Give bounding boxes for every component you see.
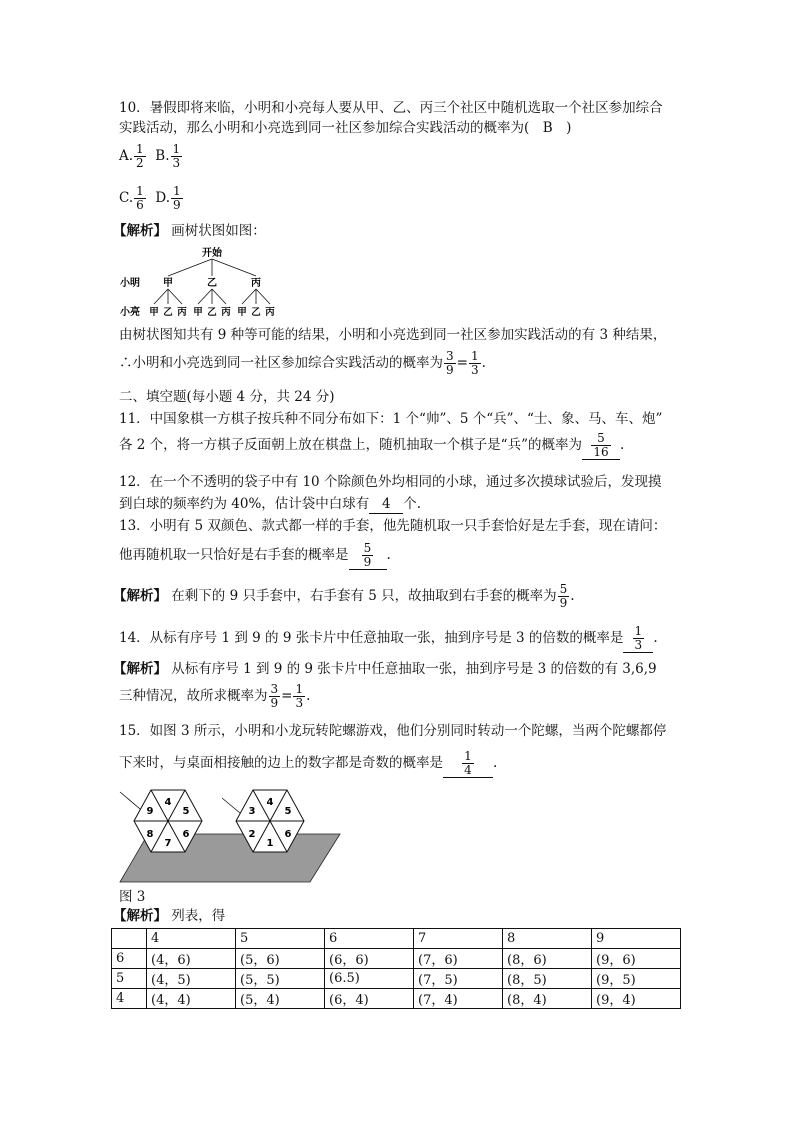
table-cell: 7 bbox=[414, 929, 503, 949]
analysis-tag: 【解析】 bbox=[113, 661, 167, 677]
tree-l1-b: 乙 bbox=[207, 278, 217, 289]
q13-analysis-text: 在剩下的 9 只手套中，右手套有 5 只，故抽取到右手套的概率为 bbox=[171, 588, 557, 604]
q14-analysis-line2 bbox=[119, 683, 310, 710]
table-cell: 5 bbox=[112, 969, 147, 989]
table-cell: (4，5) bbox=[147, 969, 236, 989]
right-num-4: 2 bbox=[248, 829, 256, 840]
left-num-4: 8 bbox=[146, 829, 154, 840]
q14-analysis-line1 bbox=[113, 660, 657, 678]
q14-fraction-2: $\frac{1}{3}$ bbox=[295, 682, 304, 710]
q10-options-row2 bbox=[119, 185, 184, 212]
q13-line1: 13．小明有 5 双颜色、款式都一样的手套，他先随机取一只手套恰好是左手套，现在请问： bbox=[119, 518, 667, 534]
left-num-6: 6 bbox=[182, 829, 190, 840]
tree-l2-7: 甲 bbox=[237, 307, 247, 318]
q14-fraction-1: $\frac{3}{9}$ bbox=[270, 682, 279, 710]
q15-text: 下来时，与桌面相接触的边上的数字都是奇数的概率是 bbox=[119, 755, 443, 771]
table-cell: (7，5) bbox=[414, 969, 503, 989]
q14-analysis-text2: 三种情况，故所求概率为 bbox=[119, 688, 268, 704]
tree-row2-label: 小亮 bbox=[120, 307, 140, 318]
tree-row1-label: 小明 bbox=[120, 278, 140, 289]
option-c-fraction: $\frac{1}{6}$ bbox=[136, 184, 144, 212]
q10-line1: 10．暑假即将来临，小明和小亮每人要从甲、乙、丙三个社区中随机选取一个社区参加综合 bbox=[119, 100, 663, 116]
right-num-6: 6 bbox=[284, 829, 292, 840]
table-cell: (8，6) bbox=[503, 949, 592, 969]
table-cell: (7，6) bbox=[414, 949, 503, 969]
period: . bbox=[653, 630, 658, 646]
q13-analysis-fraction: $\frac{5}{9}$ bbox=[559, 582, 568, 610]
q14-answer-blank: $\frac{1}{3}$ bbox=[623, 625, 653, 653]
table-cell: 6 bbox=[325, 929, 414, 949]
table-cell: (6，4) bbox=[325, 989, 414, 1009]
conclusion-text: ∴小明和小亮选到同一社区参加综合实践活动的概率为 bbox=[119, 355, 443, 371]
equals-sign: = bbox=[456, 355, 468, 371]
tree-l2-1: 甲 bbox=[149, 307, 159, 318]
table-cell: (8，5) bbox=[503, 969, 592, 989]
tree-l2-6: 丙 bbox=[221, 307, 231, 318]
period: . bbox=[306, 688, 311, 704]
q15-answer-blank: $\frac{1}{4}$ bbox=[443, 750, 493, 778]
tree-l1-c: 丙 bbox=[251, 278, 261, 289]
period: . bbox=[481, 355, 486, 371]
table-cell: (6.5) bbox=[325, 969, 414, 989]
analysis-tag: 【解析】 bbox=[113, 588, 167, 604]
period: . bbox=[570, 588, 575, 604]
q12-end: 个. bbox=[403, 496, 422, 512]
left-num-2: 4 bbox=[164, 797, 172, 808]
table-cell: (5，5) bbox=[236, 969, 325, 989]
analysis-text: 画树状图如图： bbox=[171, 223, 266, 239]
table-cell: 5 bbox=[236, 929, 325, 949]
tree-start: 开始 bbox=[202, 248, 222, 259]
figure-3-spinning-tops bbox=[118, 784, 346, 884]
tree-l2-8: 乙 bbox=[251, 307, 261, 318]
q12-answer-blank: 4 bbox=[369, 495, 403, 514]
table-cell: (5，6) bbox=[236, 949, 325, 969]
q11-line1: 11．中国象棋一方棋子按兵种不同分布如下：1 个“帅”、5 个“兵”、“士、象、马、车、炮” bbox=[119, 411, 663, 427]
right-num-2: 4 bbox=[266, 797, 274, 808]
option-b-label: B. bbox=[155, 148, 170, 164]
option-a-label: A. bbox=[119, 148, 134, 164]
tree-l2-2: 乙 bbox=[163, 307, 173, 318]
outcome-table bbox=[111, 928, 681, 1009]
table-cell: (9，5) bbox=[592, 969, 681, 989]
table-cell: (6，6) bbox=[325, 949, 414, 969]
table-cell: (8，4) bbox=[503, 989, 592, 1009]
section-2-title: 二、填空题(每小题 4 分，共 24 分) bbox=[119, 389, 335, 405]
table-header-row bbox=[112, 929, 681, 949]
q15-line2 bbox=[119, 750, 497, 778]
table-cell: 4 bbox=[112, 989, 147, 1009]
tree-l2-3: 丙 bbox=[177, 307, 187, 318]
q13-answer-blank: $\frac{5}{9}$ bbox=[349, 542, 387, 570]
option-c-label: C. bbox=[119, 190, 134, 206]
q14-line1 bbox=[119, 625, 658, 653]
left-num-3: 5 bbox=[182, 806, 190, 817]
right-num-1: 3 bbox=[248, 806, 256, 817]
conclusion-fraction-2: $\frac{1}{3}$ bbox=[470, 349, 479, 377]
equals-sign: = bbox=[281, 688, 293, 704]
tree-l1-a: 甲 bbox=[163, 278, 173, 289]
option-d-fraction: $\frac{1}{9}$ bbox=[173, 184, 181, 212]
tree-l2-9: 丙 bbox=[265, 307, 275, 318]
q12-text: 到白球的频率约为 40%，估计袋中白球有 bbox=[119, 496, 370, 512]
q15-analysis bbox=[113, 907, 225, 925]
q14-analysis-text: 从标有序号 1 到 9 的 9 张卡片中任意抽取一张，抽到序号是 3 的倍数的有 3,6,9 bbox=[171, 661, 657, 677]
q14-text: 14．从标有序号 1 到 9 的 9 张卡片中任意抽取一张，抽到序号是 3 的倍数的概率是 bbox=[119, 630, 624, 646]
table-cell: 8 bbox=[503, 929, 592, 949]
table-cell bbox=[112, 929, 147, 949]
q12-line1: 12．在一个不透明的袋子中有 10 个除颜色外均相同的小球，通过多次摸球试验后，发现摸 bbox=[119, 474, 662, 490]
q11-answer-blank: $\frac{5}{16}$ bbox=[582, 432, 620, 460]
table-cell: (4，4) bbox=[147, 989, 236, 1009]
table-cell: 6 bbox=[112, 949, 147, 969]
left-num-5: 7 bbox=[164, 838, 172, 849]
conclusion-fraction-1: $\frac{3}{9}$ bbox=[446, 349, 454, 377]
table-cell: (9，6) bbox=[592, 949, 681, 969]
period: . bbox=[386, 547, 391, 563]
period: . bbox=[493, 755, 498, 771]
table-row bbox=[112, 949, 681, 969]
table-cell: (7，4) bbox=[414, 989, 503, 1009]
analysis-tag: 【解析】 bbox=[113, 908, 167, 924]
period: . bbox=[619, 437, 625, 453]
q10-conclusion1: 由树状图知共有 9 种等可能的结果，小明和小亮选到同一社区参加实践活动的有 3 种结果， bbox=[119, 327, 667, 343]
q11-text: 各 2 个，将一方棋子反面朝上放在棋盘上，随机抽取一个棋子是“兵”的概率为 bbox=[119, 437, 582, 453]
tree-l2-4: 甲 bbox=[193, 307, 203, 318]
table-cell: (5，4) bbox=[236, 989, 325, 1009]
table-cell: 9 bbox=[592, 929, 681, 949]
q13-line2 bbox=[119, 542, 391, 570]
option-b-fraction: $\frac{1}{3}$ bbox=[172, 142, 181, 170]
left-num-1: 9 bbox=[146, 806, 154, 817]
table-cell: (9，4) bbox=[592, 989, 681, 1009]
figure-caption: 图 3 bbox=[119, 889, 146, 905]
option-d-label: D. bbox=[155, 190, 171, 206]
q13-analysis bbox=[113, 583, 575, 610]
table-cell: 4 bbox=[147, 929, 236, 949]
option-a-fraction: $\frac{1}{2}$ bbox=[136, 142, 144, 170]
q12-line2 bbox=[119, 495, 421, 514]
tree-diagram bbox=[110, 244, 290, 320]
analysis-tag: 【解析】 bbox=[113, 223, 167, 239]
q15-line1: 15．如图 3 所示，小明和小龙玩转陀螺游戏，他们分别同时转动一个陀螺，当两个陀螺都停 bbox=[119, 723, 667, 739]
q15-analysis-text: 列表，得 bbox=[171, 908, 226, 924]
table-row bbox=[112, 969, 681, 989]
q10-conclusion2 bbox=[119, 350, 486, 377]
table-cell: (4，6) bbox=[147, 949, 236, 969]
right-num-5: 1 bbox=[266, 838, 274, 849]
table-row bbox=[112, 989, 681, 1009]
q10-analysis bbox=[113, 222, 266, 240]
right-num-3: 5 bbox=[284, 806, 292, 817]
tree-l2-5: 乙 bbox=[207, 307, 217, 318]
q11-line2 bbox=[119, 432, 624, 460]
q10-line2: 实践活动，那么小明和小亮选到同一社区参加综合实践活动的概率为( B ) bbox=[119, 120, 572, 136]
q13-text: 他再随机取一只恰好是右手套的概率是 bbox=[119, 547, 349, 563]
q10-options-row1 bbox=[119, 143, 183, 170]
